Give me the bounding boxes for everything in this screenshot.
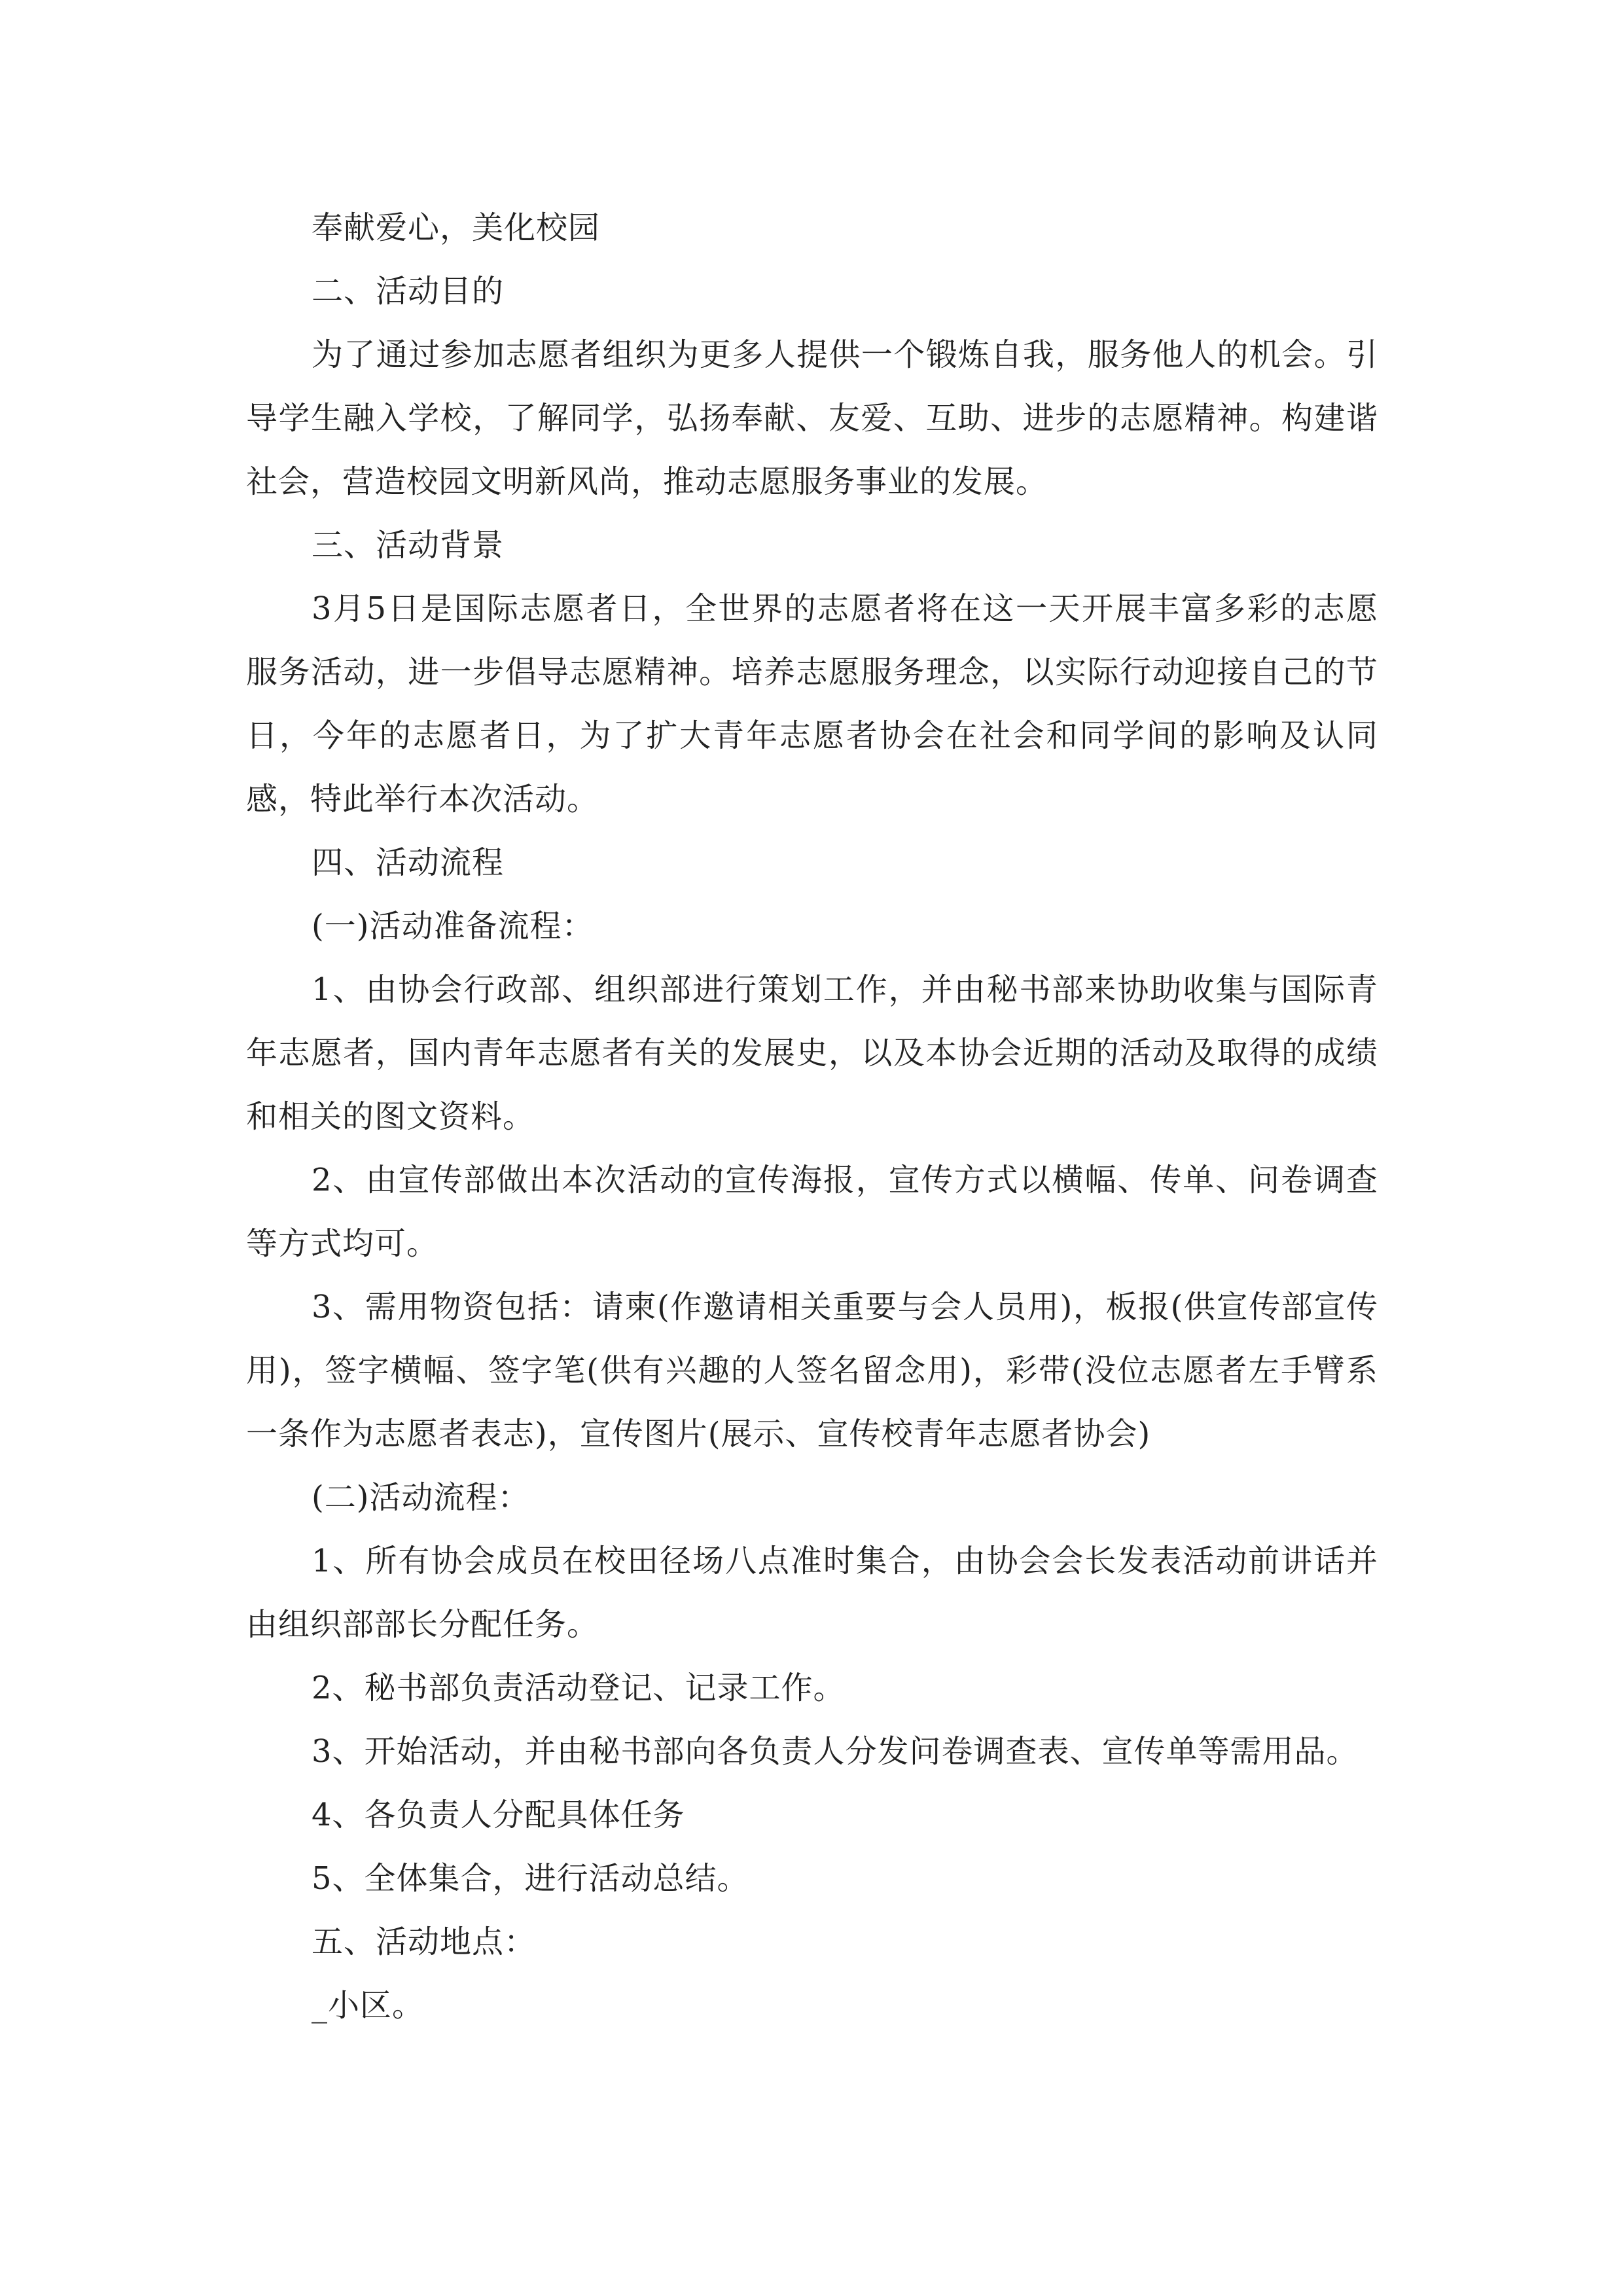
flow-item-3: 3、开始活动，并由秘书部向各负责人分发问卷调查表、宣传单等需用品。 [312, 1733, 1359, 1770]
section-heading-purpose: 二、活动目的 [312, 273, 505, 310]
flow-item-2: 2、秘书部负责活动登记、记录工作。 [312, 1670, 846, 1706]
subsection-heading-preparation: (一)活动准备流程： [312, 908, 594, 944]
background-paragraph: 3月5日是国际志愿者日，全世界的志愿者将在这一天开展丰富多彩的志愿服务活动，进一步倡导志愿精神。培养志愿服务理念，以实际行动迎接自己的节日，今年的志愿者日，为了扩大青年志愿者协会在社会和同学间的影响及认同感，特此举行本次活动。 [246, 590, 1378, 817]
slogan-line: 奉献爱心，美化校园 [312, 209, 601, 246]
flow-item-5: 5、全体集合，进行活动总结。 [312, 1860, 749, 1897]
purpose-paragraph: 为了通过参加志愿者组织为更多人提供一个锻炼自我，服务他人的机会。引导学生融入学校，了解同学，弘扬奉献、友爱、互助、进步的志愿精神。构建谐社会，营造校园文明新风尚，推动志愿服务事业的发展。 [246, 336, 1378, 500]
document-body [246, 196, 1378, 2037]
section-heading-background: 三、活动背景 [312, 527, 505, 564]
flow-item-1: 1、所有协会成员在校田径场八点准时集合，由协会会长发表活动前讲话并由组织部部长分配任务。 [246, 1543, 1378, 1643]
section-heading-process: 四、活动流程 [312, 844, 505, 881]
preparation-item-2: 2、由宣传部做出本次活动的宣传海报，宣传方式以横幅、传单、问卷调查等方式均可。 [246, 1162, 1378, 1262]
location-line: _小区。 [312, 1987, 425, 2024]
flow-item-4: 4、各负责人分配具体任务 [312, 1797, 685, 1833]
section-heading-location: 五、活动地点： [312, 1924, 537, 1960]
subsection-heading-flow: (二)活动流程： [312, 1479, 530, 1516]
preparation-item-3: 3、需用物资包括：请柬(作邀请相关重要与会人员用)，板报(供宣传部宣传用)，签字横幅、签字笔(供有兴趣的人签名留念用)，彩带(没位志愿者左手臂系一条作为志愿者表志)，宣传图片(展示、宣传校青年志愿者协会) [246, 1289, 1378, 1452]
preparation-item-1: 1、由协会行政部、组织部进行策划工作，并由秘书部来协助收集与国际青年志愿者，国内青年志愿者有关的发展史，以及本协会近期的活动及取得的成绩和相关的图文资料。 [246, 971, 1378, 1135]
